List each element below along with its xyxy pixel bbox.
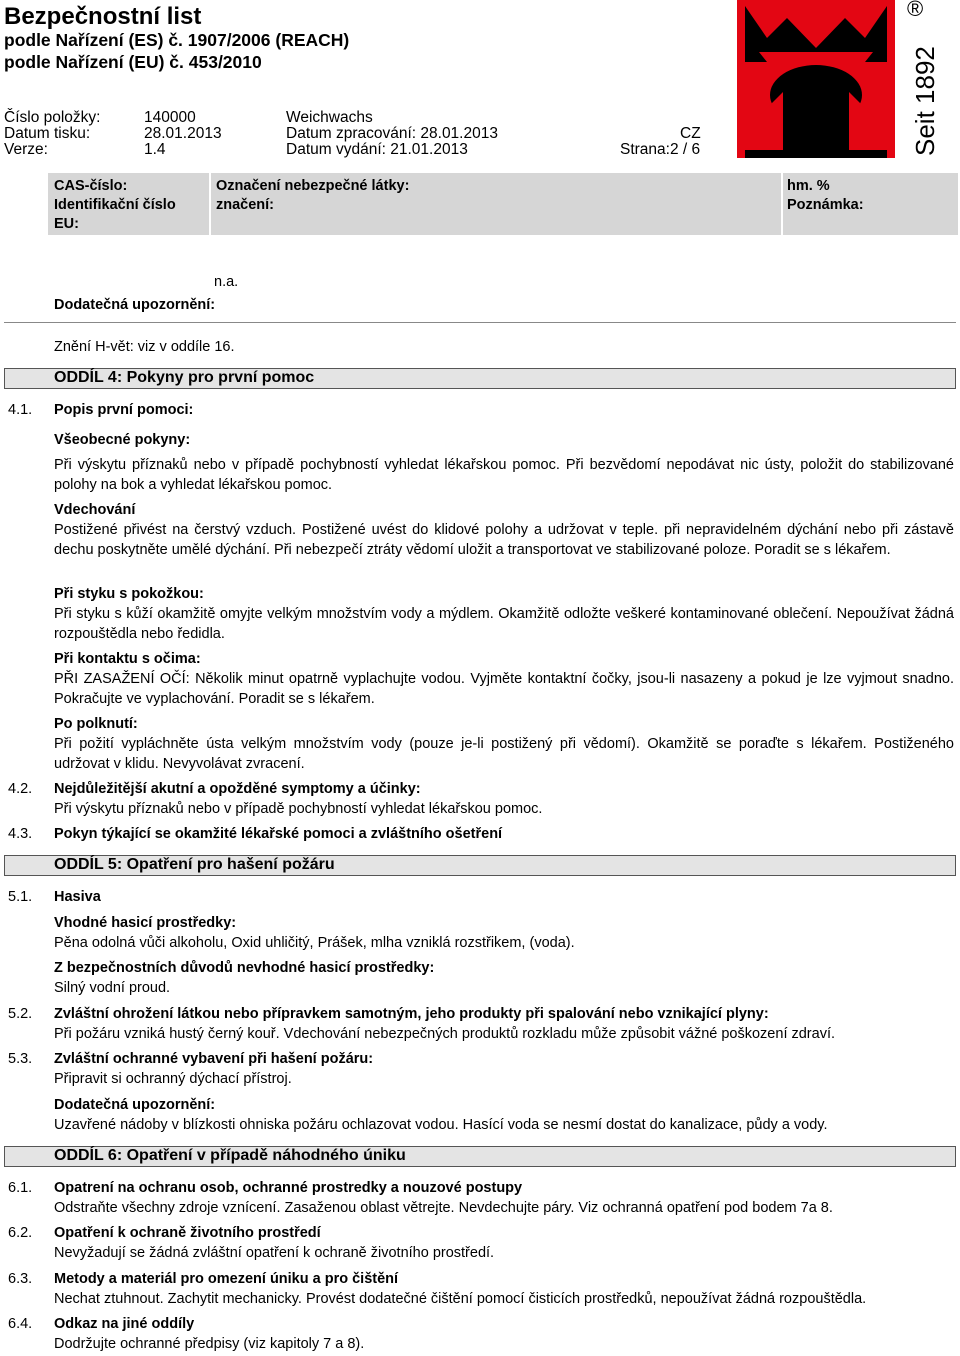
- not-applicable: n.a.: [214, 274, 239, 290]
- regulation-line-2: podle Nařízení (EU) č. 453/2010: [4, 52, 262, 72]
- s43-title: Pokyn týkající se okamžité lékařské pomoci a zvláštního ošetření: [54, 826, 503, 842]
- s62-title: Opatření k ochraně životního prostředí: [54, 1225, 321, 1241]
- version-value: 1.4: [144, 141, 166, 158]
- unsuitable-media-text: Silný vodní proud.: [54, 980, 171, 996]
- item-number-label: Číslo položky:: [4, 109, 101, 126]
- weight-percent-column: [783, 173, 958, 235]
- s61-number: 6.1.: [8, 1180, 33, 1196]
- s62-number: 6.2.: [8, 1225, 33, 1241]
- company-logo: [737, 0, 960, 160]
- s62-text: Nevyžadují se žádná zvláštní opatření k ochraně životního prostředí.: [54, 1245, 495, 1261]
- registered-mark: ®: [907, 0, 924, 21]
- skin-text: Při styku s kůží okamžitě omyjte velkým množstvím vody a mýdlem. Okamžitě odložte veškeré kontaminované oblečení. Nepoužívat žádná rozpouštědla nebo ředidla.: [54, 606, 954, 642]
- s5-additional-text: Uzavřené nádoby v blízkosti ohniska požáru ochlazovat vodou. Hasící voda se nesmí dostat do kanalizace, půdy a vody.: [54, 1117, 828, 1133]
- weight-percent-label: hm. %: [787, 178, 830, 194]
- s41-number: 4.1.: [8, 402, 33, 418]
- s64-number: 6.4.: [8, 1316, 33, 1332]
- suitable-media-text: Pěna odolná vůči alkoholu, Oxid uhličitý, Prášek, mlha vzniklá rozstřikem, (voda).: [54, 935, 575, 951]
- s53-text: Připravit si ochranný dýchací přístroj.: [54, 1071, 292, 1087]
- processed-date: Datum zpracování: 28.01.2013: [286, 125, 498, 142]
- s51-title: Hasiva: [54, 889, 101, 905]
- print-date-value: 28.01.2013: [144, 125, 222, 142]
- s63-title: Metody a materiál pro omezení úniku a pro čištění: [54, 1271, 399, 1287]
- s43-number: 4.3.: [8, 826, 33, 842]
- eu-id-label-cont: EU:: [54, 216, 79, 232]
- s52-number: 5.2.: [8, 1006, 33, 1022]
- page-number: Strana:2 / 6: [620, 141, 701, 158]
- version-label: Verze:: [4, 141, 48, 158]
- section-5-title: ODDÍL 5: Opatření pro hašení požáru: [54, 856, 335, 873]
- s52-title: Zvláštní ohrožení látkou nebo přípravkem samotným, jeho produkty při spalování nebo vznikající plyny:: [54, 1006, 769, 1022]
- skin-label: Při styku s pokožkou:: [54, 586, 204, 602]
- s42-text: Při výskytu příznaků nebo v případě pochybností vyhledat lékařskou pomoc.: [54, 801, 543, 817]
- s53-number: 5.3.: [8, 1051, 33, 1067]
- note-label: Poznámka:: [787, 197, 864, 213]
- hazard-designation-label: Označení nebezpečné látky:: [216, 178, 410, 194]
- since-text: Seit 1892: [910, 46, 940, 156]
- section-4-bar: [4, 368, 956, 389]
- s51-number: 5.1.: [8, 889, 33, 905]
- s52-text: Při požáru vzniká hustý černý kouř. Vdechování nebezpečných produktů rozkladu může způsobit vážné poškození zdraví.: [54, 1026, 836, 1042]
- s42-title: Nejdůležitější akutní a opožděné symptomy a účinky:: [54, 781, 421, 797]
- section-6-bar: [4, 1146, 956, 1167]
- document-title: Bezpečnostní list: [4, 3, 202, 30]
- section-5-bar: [4, 855, 956, 876]
- country-code: CZ: [680, 125, 701, 142]
- divider: [4, 322, 956, 323]
- cas-column: [48, 173, 209, 235]
- s42-number: 4.2.: [8, 781, 33, 797]
- regulation-line-1: podle Nařízení (ES) č. 1907/2006 (REACH): [4, 30, 350, 50]
- cas-label: CAS-číslo:: [54, 178, 128, 194]
- issue-date: Datum vydání: 21.01.2013: [286, 141, 468, 158]
- labeling-label: značení:: [216, 197, 275, 213]
- eye-text: PŘI ZASAŽENÍ OČÍ: Několik minut opatrně vyplachujte vodou. Vyjměte kontaktní čočky, jsou-li nasazeny a pokud je lze vyjmout snadno. Pokračujte ve vyplachování. Poradit se s lékařem.: [54, 671, 954, 707]
- general-text: Při výskytu příznaků nebo v případě pochybností vyhledat lékařskou pomoc. Při bezvědomí nepodávat nic ústy, položit do stabilizované polohy na bok a vyhledat lékařskou pomoc.: [54, 457, 954, 493]
- section-4-title: ODDÍL 4: Pokyny pro první pomoc: [54, 369, 315, 386]
- s41-title: Popis první pomoci:: [54, 402, 194, 418]
- product-name: Weichwachs: [286, 109, 373, 126]
- print-date-label: Datum tisku:: [4, 125, 91, 142]
- inhalation-label: Vdechování: [54, 502, 136, 518]
- s53-title: Zvláštní ochranné vybavení při hašení požáru:: [54, 1051, 374, 1067]
- general-label: Všeobecné pokyny:: [54, 432, 191, 448]
- s64-title: Odkaz na jiné oddíly: [54, 1316, 195, 1332]
- s63-number: 6.3.: [8, 1271, 33, 1287]
- s61-title: Opatrení na ochranu osob, ochranné prostredky a nouzové postupy: [54, 1180, 523, 1196]
- s63-text: Nechat ztuhnout. Zachytit mechanicky. Provést dodatečné čištění pomocí čisticích prostředků, nepoužívat žádná rozpouštědla.: [54, 1291, 867, 1307]
- s61-text: Odstraňte všechny zdroje vznícení. Zasaženou oblast větrejte. Nevdechujte páry. Viz ochranná opatření pod bodem 7a 8.: [54, 1200, 833, 1216]
- item-number-value: 140000: [144, 109, 196, 126]
- swallow-label: Po polknutí:: [54, 716, 138, 732]
- eye-label: Při kontaktu s očima:: [54, 651, 201, 667]
- swallow-text: Při požití vypláchněte ústa velkým množstvím vody (pouze je-li postižený při vědomí). Okamžitě se poraďte s lékařem. Postiženého udržovat v klidu. Nevyvolávat zvracení.: [54, 736, 954, 772]
- unsuitable-media-label: Z bezpečnostních důvodů nevhodné hasicí prostředky:: [54, 960, 435, 976]
- additional-notes-label: Dodatečná upozornění:: [54, 297, 216, 313]
- suitable-media-label: Vhodné hasicí prostředky:: [54, 915, 237, 931]
- h-phrases-note: Znění H-vět: viz v oddíle 16.: [54, 339, 235, 355]
- hazard-designation-column: [211, 173, 781, 235]
- section-6-title: ODDÍL 6: Opatření v případě náhodného úniku: [54, 1147, 406, 1164]
- eu-id-label: Identifikační číslo: [54, 197, 176, 213]
- composition-table-header: [48, 173, 958, 235]
- inhalation-text: Postižené přivést na čerstvý vzduch. Postižené uvést do klidové polohy a udržovat v teple. při nepravidelném dýchání nebo při zástavě dechu poskytněte umělé dýchání. Při nebezpečí ztráty vědomí uložit a transportovat ve stabilizované poloze. Poradit se s lékařem.: [54, 522, 954, 558]
- s64-text: Dodržujte ochranné předpisy (viz kapitoly 7 a 8).: [54, 1336, 365, 1352]
- s5-additional-label: Dodatečná upozornění:: [54, 1097, 216, 1113]
